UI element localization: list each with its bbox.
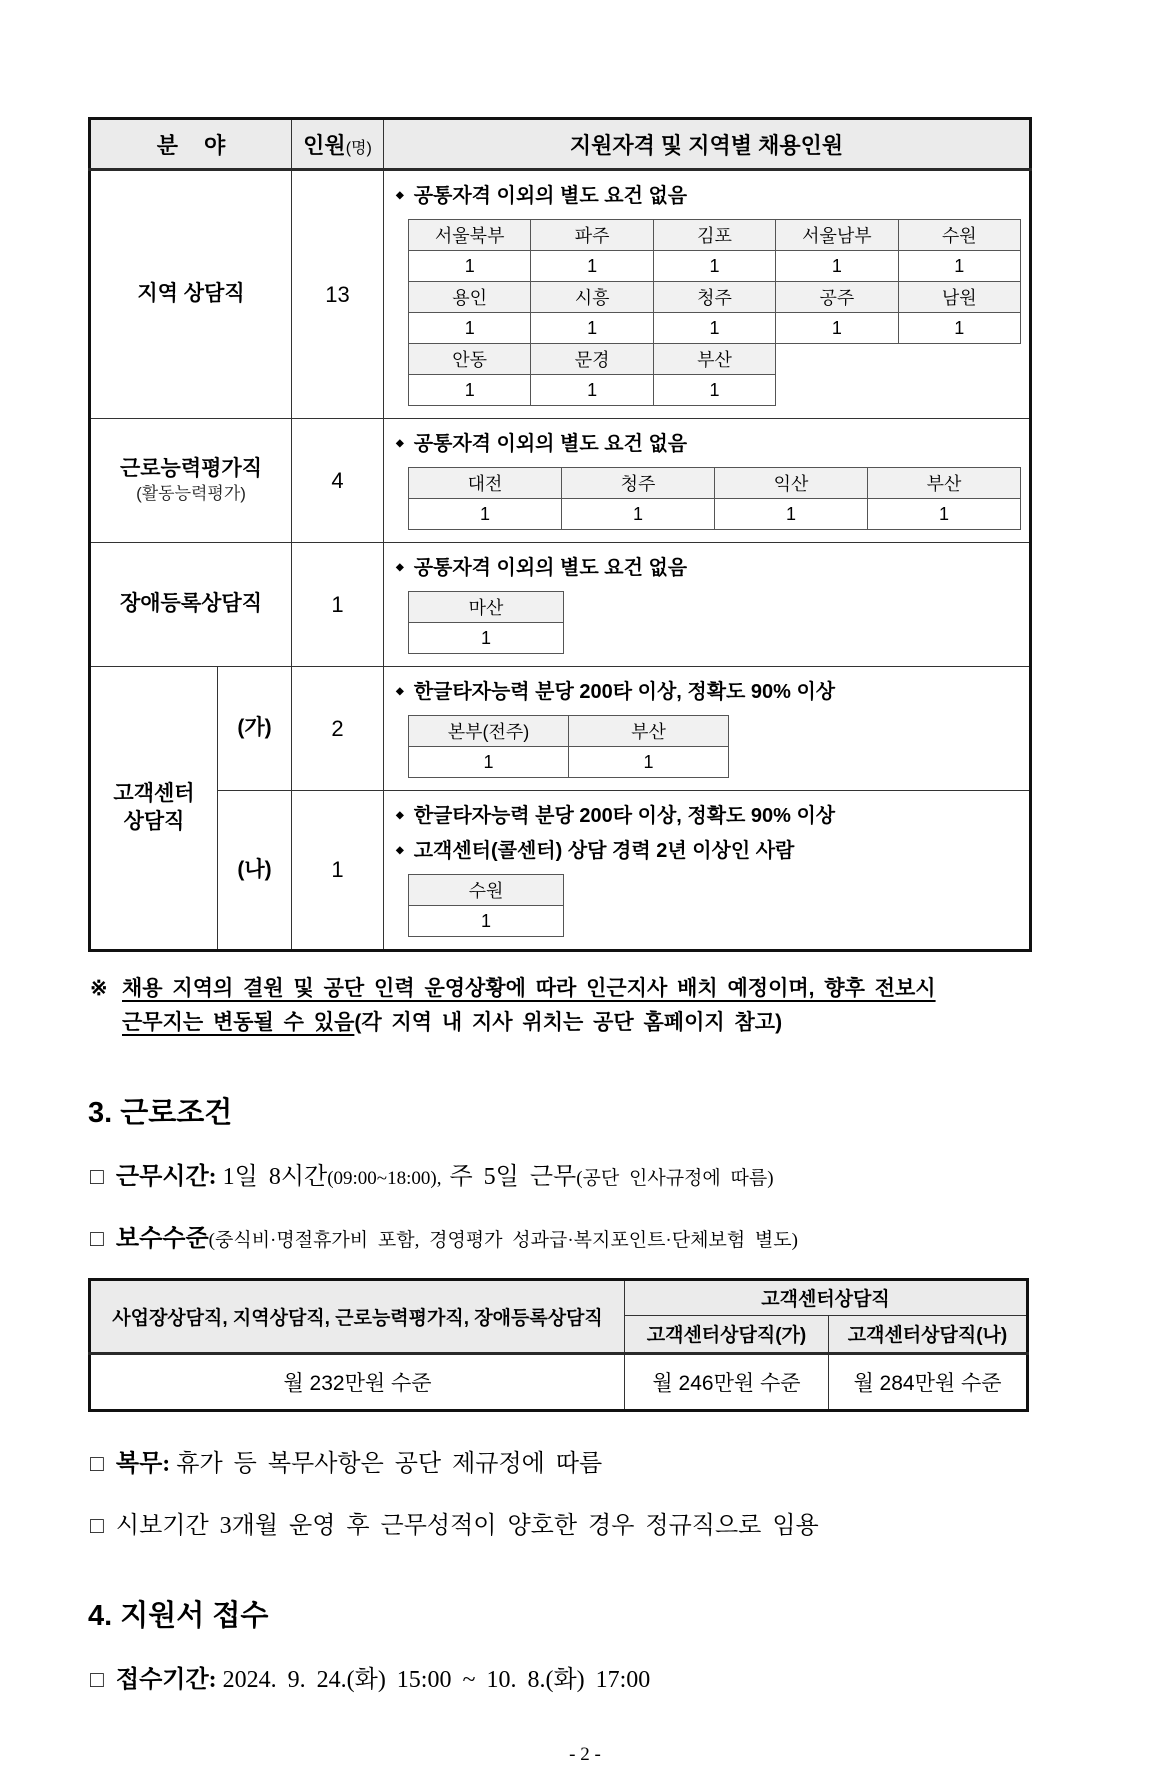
detail-cell <box>384 543 1031 667</box>
subtype-label: (가) <box>218 667 292 791</box>
work-time-text2: 주 5일 근무 <box>449 1164 577 1191</box>
region-table <box>408 591 564 654</box>
field-name-line1: 고객센터 <box>113 781 195 805</box>
field-name: 지역 상담직 <box>90 170 292 419</box>
header-count-sub: (명) <box>345 139 372 157</box>
salary-group-header: 고객센터상담직 <box>625 1279 1028 1315</box>
header-field <box>90 119 292 170</box>
header-detail: 지원자격 및 지역별 채용인원 <box>384 119 1031 170</box>
region-count: 1 <box>776 251 898 282</box>
requirement-line <box>392 834 1021 869</box>
requirement-text: 공통자격 이외의 별도 요건 없음 <box>413 185 688 207</box>
region-count: 1 <box>531 313 653 344</box>
table-row-disability-registration-counselor <box>90 543 1031 667</box>
region-name: 익산 <box>715 468 868 499</box>
note-line1-underlined: 채용 지역의 결원 및 공단 인력 운영상황에 따라 인근지사 배치 예정이며, 향후 전보시 <box>122 977 936 1000</box>
diamond-bullet-icon: ◆ <box>396 562 404 573</box>
region-name: 서울남부 <box>776 220 898 251</box>
recruitment-table <box>88 117 1032 952</box>
requirement-text: 한글타자능력 분당 200타 이상, 정확도 90% 이상 <box>413 805 836 827</box>
header-count-main: 인원 <box>303 132 346 158</box>
work-time-paren2: (공단 인사규정에 따름) <box>576 1168 774 1190</box>
region-count: 1 <box>569 747 729 778</box>
pay-label: 보수수준 <box>115 1226 209 1253</box>
diamond-bullet-icon: ◆ <box>396 438 404 449</box>
reference-mark-icon: ※ <box>90 977 108 1000</box>
region-count: 1 <box>776 313 898 344</box>
duty-text: 휴가 등 복무사항은 공단 제규정에 따름 <box>176 1450 603 1477</box>
region-name: 용인 <box>409 282 531 313</box>
region-count: 1 <box>409 313 531 344</box>
field-name-main: 근로능력평가직 <box>119 456 262 480</box>
square-bullet-icon: □ <box>90 1512 104 1539</box>
region-name: 김포 <box>653 220 775 251</box>
region-name: 시흥 <box>531 282 653 313</box>
field-name <box>90 667 218 951</box>
requirement-line <box>392 551 1021 586</box>
region-name: 청주 <box>562 468 715 499</box>
item-probation <box>90 1510 1082 1542</box>
region-name: 안동 <box>409 344 531 375</box>
region-count: 1 <box>409 375 531 406</box>
region-count: 1 <box>898 313 1020 344</box>
region-name: 수원 <box>409 875 564 906</box>
region-name: 청주 <box>653 282 775 313</box>
work-time-label: 근무시간: <box>115 1164 217 1191</box>
region-count: 1 <box>715 499 868 530</box>
requirement-line <box>392 179 1021 214</box>
region-count: 1 <box>409 251 531 282</box>
salary-value-na: 월 284만원 수준 <box>829 1353 1028 1410</box>
pay-paren: (중식비·명절휴가비 포함, 경영평가 성과급·복지포인트·단체보험 별도) <box>208 1230 798 1252</box>
requirement-text: 공통자격 이외의 별도 요건 없음 <box>413 557 688 579</box>
requirement-line <box>392 675 1021 710</box>
headcount: 1 <box>292 543 384 667</box>
recruitment-table-header-row <box>90 119 1031 170</box>
field-name-line2: 상담직 <box>123 810 185 833</box>
salary-left-header: 사업장상담직, 지역상담직, 근로능력평가직, 장애등록상담직 <box>90 1279 625 1353</box>
square-bullet-icon: □ <box>90 1665 104 1692</box>
page-number: - 2 - <box>569 1743 601 1765</box>
duty-label: 복무: <box>115 1450 171 1477</box>
region-count: 1 <box>409 499 562 530</box>
note-line2-underlined: 근무지는 변동될 수 있음 <box>122 1011 355 1035</box>
headcount: 1 <box>292 791 384 951</box>
detail-cell <box>384 419 1031 543</box>
requirement-line <box>392 427 1021 462</box>
requirement-line <box>392 799 1021 834</box>
section4-title: 4. 지원서 접수 <box>88 1599 269 1632</box>
region-count: 1 <box>653 251 775 282</box>
region-name: 마산 <box>409 592 564 623</box>
item-duty <box>90 1448 1082 1480</box>
salary-value-general: 월 232만원 수준 <box>90 1353 625 1410</box>
region-count: 1 <box>531 375 653 406</box>
diamond-bullet-icon: ◆ <box>396 686 404 697</box>
region-count: 1 <box>562 499 715 530</box>
region-count: 1 <box>898 251 1020 282</box>
item-work-time <box>90 1161 1082 1193</box>
header-field-label: 분 야 <box>156 132 236 158</box>
region-name: 부산 <box>569 716 729 747</box>
salary-sub-header-na: 고객센터상담직(나) <box>829 1315 1028 1353</box>
region-count: 1 <box>409 906 564 937</box>
region-table <box>408 874 564 937</box>
field-name-sub: (활동능력평가) <box>136 484 246 504</box>
region-name: 문경 <box>531 344 653 375</box>
table-row-callcenter-na <box>90 791 1031 951</box>
region-name: 부산 <box>653 344 775 375</box>
region-table <box>408 467 1021 530</box>
diamond-bullet-icon: ◆ <box>396 845 404 856</box>
salary-value-row <box>90 1353 1028 1410</box>
region-name: 부산 <box>868 468 1021 499</box>
region-count: 1 <box>409 623 564 654</box>
square-bullet-icon: □ <box>90 1163 104 1190</box>
region-name: 대전 <box>409 468 562 499</box>
table-row-local-counselor <box>90 170 1031 419</box>
region-count: 1 <box>409 747 569 778</box>
region-table <box>408 219 1021 406</box>
salary-table <box>88 1278 1029 1412</box>
item-pay-level <box>90 1223 1082 1255</box>
table-row-work-ability-evaluator <box>90 419 1031 543</box>
headcount: 13 <box>292 170 384 419</box>
header-count <box>292 119 384 170</box>
requirement-text: 공통자격 이외의 별도 요건 없음 <box>413 433 688 455</box>
item-application-period <box>90 1664 1082 1696</box>
region-name: 서울북부 <box>409 220 531 251</box>
table-row-callcenter-ga <box>90 667 1031 791</box>
region-count: 1 <box>868 499 1021 530</box>
note-line1 <box>122 972 936 1006</box>
region-name: 남원 <box>898 282 1020 313</box>
detail-cell <box>384 791 1031 951</box>
headcount: 4 <box>292 419 384 543</box>
square-bullet-icon: □ <box>90 1449 104 1476</box>
field-name <box>90 419 292 543</box>
region-count: 1 <box>531 251 653 282</box>
work-time-paren1: (09:00~18:00), <box>327 1168 442 1190</box>
detail-cell <box>384 667 1031 791</box>
work-time-text1: 1일 8시간 <box>222 1164 328 1191</box>
period-text: 2024. 9. 24.(화) 15:00 ~ 10. 8.(화) 17:00 <box>222 1666 651 1693</box>
salary-value-ga: 월 246만원 수준 <box>625 1353 829 1410</box>
requirement-text: 고객센터(콜센터) 상담 경력 2년 이상인 사람 <box>413 840 795 862</box>
diamond-bullet-icon: ◆ <box>396 190 404 201</box>
detail-cell <box>384 170 1031 419</box>
note-dispatch <box>90 972 1034 1040</box>
diamond-bullet-icon: ◆ <box>396 810 404 821</box>
region-count: 1 <box>653 313 775 344</box>
period-label: 접수기간: <box>115 1666 217 1693</box>
region-table <box>408 715 729 778</box>
requirement-text: 한글타자능력 분당 200타 이상, 정확도 90% 이상 <box>413 681 836 703</box>
region-name: 파주 <box>531 220 653 251</box>
note-body <box>122 972 936 1040</box>
subtype-label: (나) <box>218 791 292 951</box>
square-bullet-icon: □ <box>90 1225 104 1252</box>
region-name: 본부(전주) <box>409 716 569 747</box>
probation-text: 시보기간 3개월 운영 후 근무성적이 양호한 경우 정규직으로 임용 <box>115 1513 819 1540</box>
region-name: 공주 <box>776 282 898 313</box>
salary-header-row1 <box>90 1279 1028 1315</box>
section3-title: 3. 근로조건 <box>88 1097 233 1130</box>
region-count: 1 <box>653 375 775 406</box>
field-name: 장애등록상담직 <box>90 543 292 667</box>
note-line2-rest: (각 지역 내 지사 위치는 공단 홈페이지 참고) <box>354 1011 783 1035</box>
headcount: 2 <box>292 667 384 791</box>
region-name: 수원 <box>898 220 1020 251</box>
note-line2 <box>122 1006 936 1040</box>
salary-sub-header-ga: 고객센터상담직(가) <box>625 1315 829 1353</box>
